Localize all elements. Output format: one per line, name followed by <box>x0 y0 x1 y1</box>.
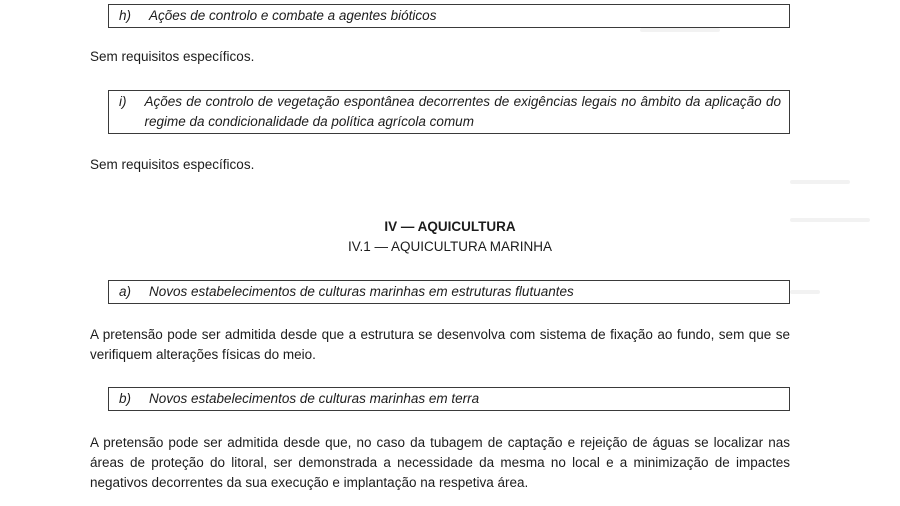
item-letter: i) <box>119 94 127 109</box>
subsection-heading: IV.1 — AQUICULTURA MARINHA <box>347 239 553 254</box>
requirement-text: A pretensão pode ser admitida desde que a estrutura se desenvolva com sistema de fixação ao fundo, sem que se verifiquem alterações físicas do meio. <box>90 327 790 362</box>
requirement-text: A pretensão pode ser admitida desde que, no caso da tubagem de captação e rejeição de águas se localizar nas áreas de proteção do litoral, ser demonstrada a necessidade da mesma no local e a minimização de impactes negativos decorrentes da sua execução e implantação na respetiva área. <box>90 435 790 490</box>
requirement-box-b <box>108 387 790 411</box>
item-title: Ações de controlo e combate a agentes bióticos <box>149 8 437 23</box>
item-title: Novos estabelecimentos de culturas marinhas em terra <box>149 391 480 406</box>
requirement-box-a <box>108 280 790 304</box>
section-heading: IV — AQUICULTURA <box>384 219 516 234</box>
requirement-text: Sem requisitos específicos. <box>90 49 255 64</box>
item-letter: h) <box>119 8 132 23</box>
item-title: Novos estabelecimentos de culturas marinhas em estruturas flutuantes <box>149 284 574 299</box>
item-letter: a) <box>119 284 132 299</box>
requirement-box-i <box>108 90 790 134</box>
requirement-text: Sem requisitos específicos. <box>90 157 255 172</box>
requirement-box-h <box>108 4 790 28</box>
bleed-through-mark <box>790 180 850 184</box>
bleed-through-mark <box>790 290 820 294</box>
item-title: Ações de controlo de vegetação espontânea decorrentes de exigências legais no âmbito da aplicação do regime da condicionalidade da política agrícola comum <box>144 94 781 129</box>
bleed-through-mark <box>640 28 720 32</box>
item-letter: b) <box>119 391 132 406</box>
